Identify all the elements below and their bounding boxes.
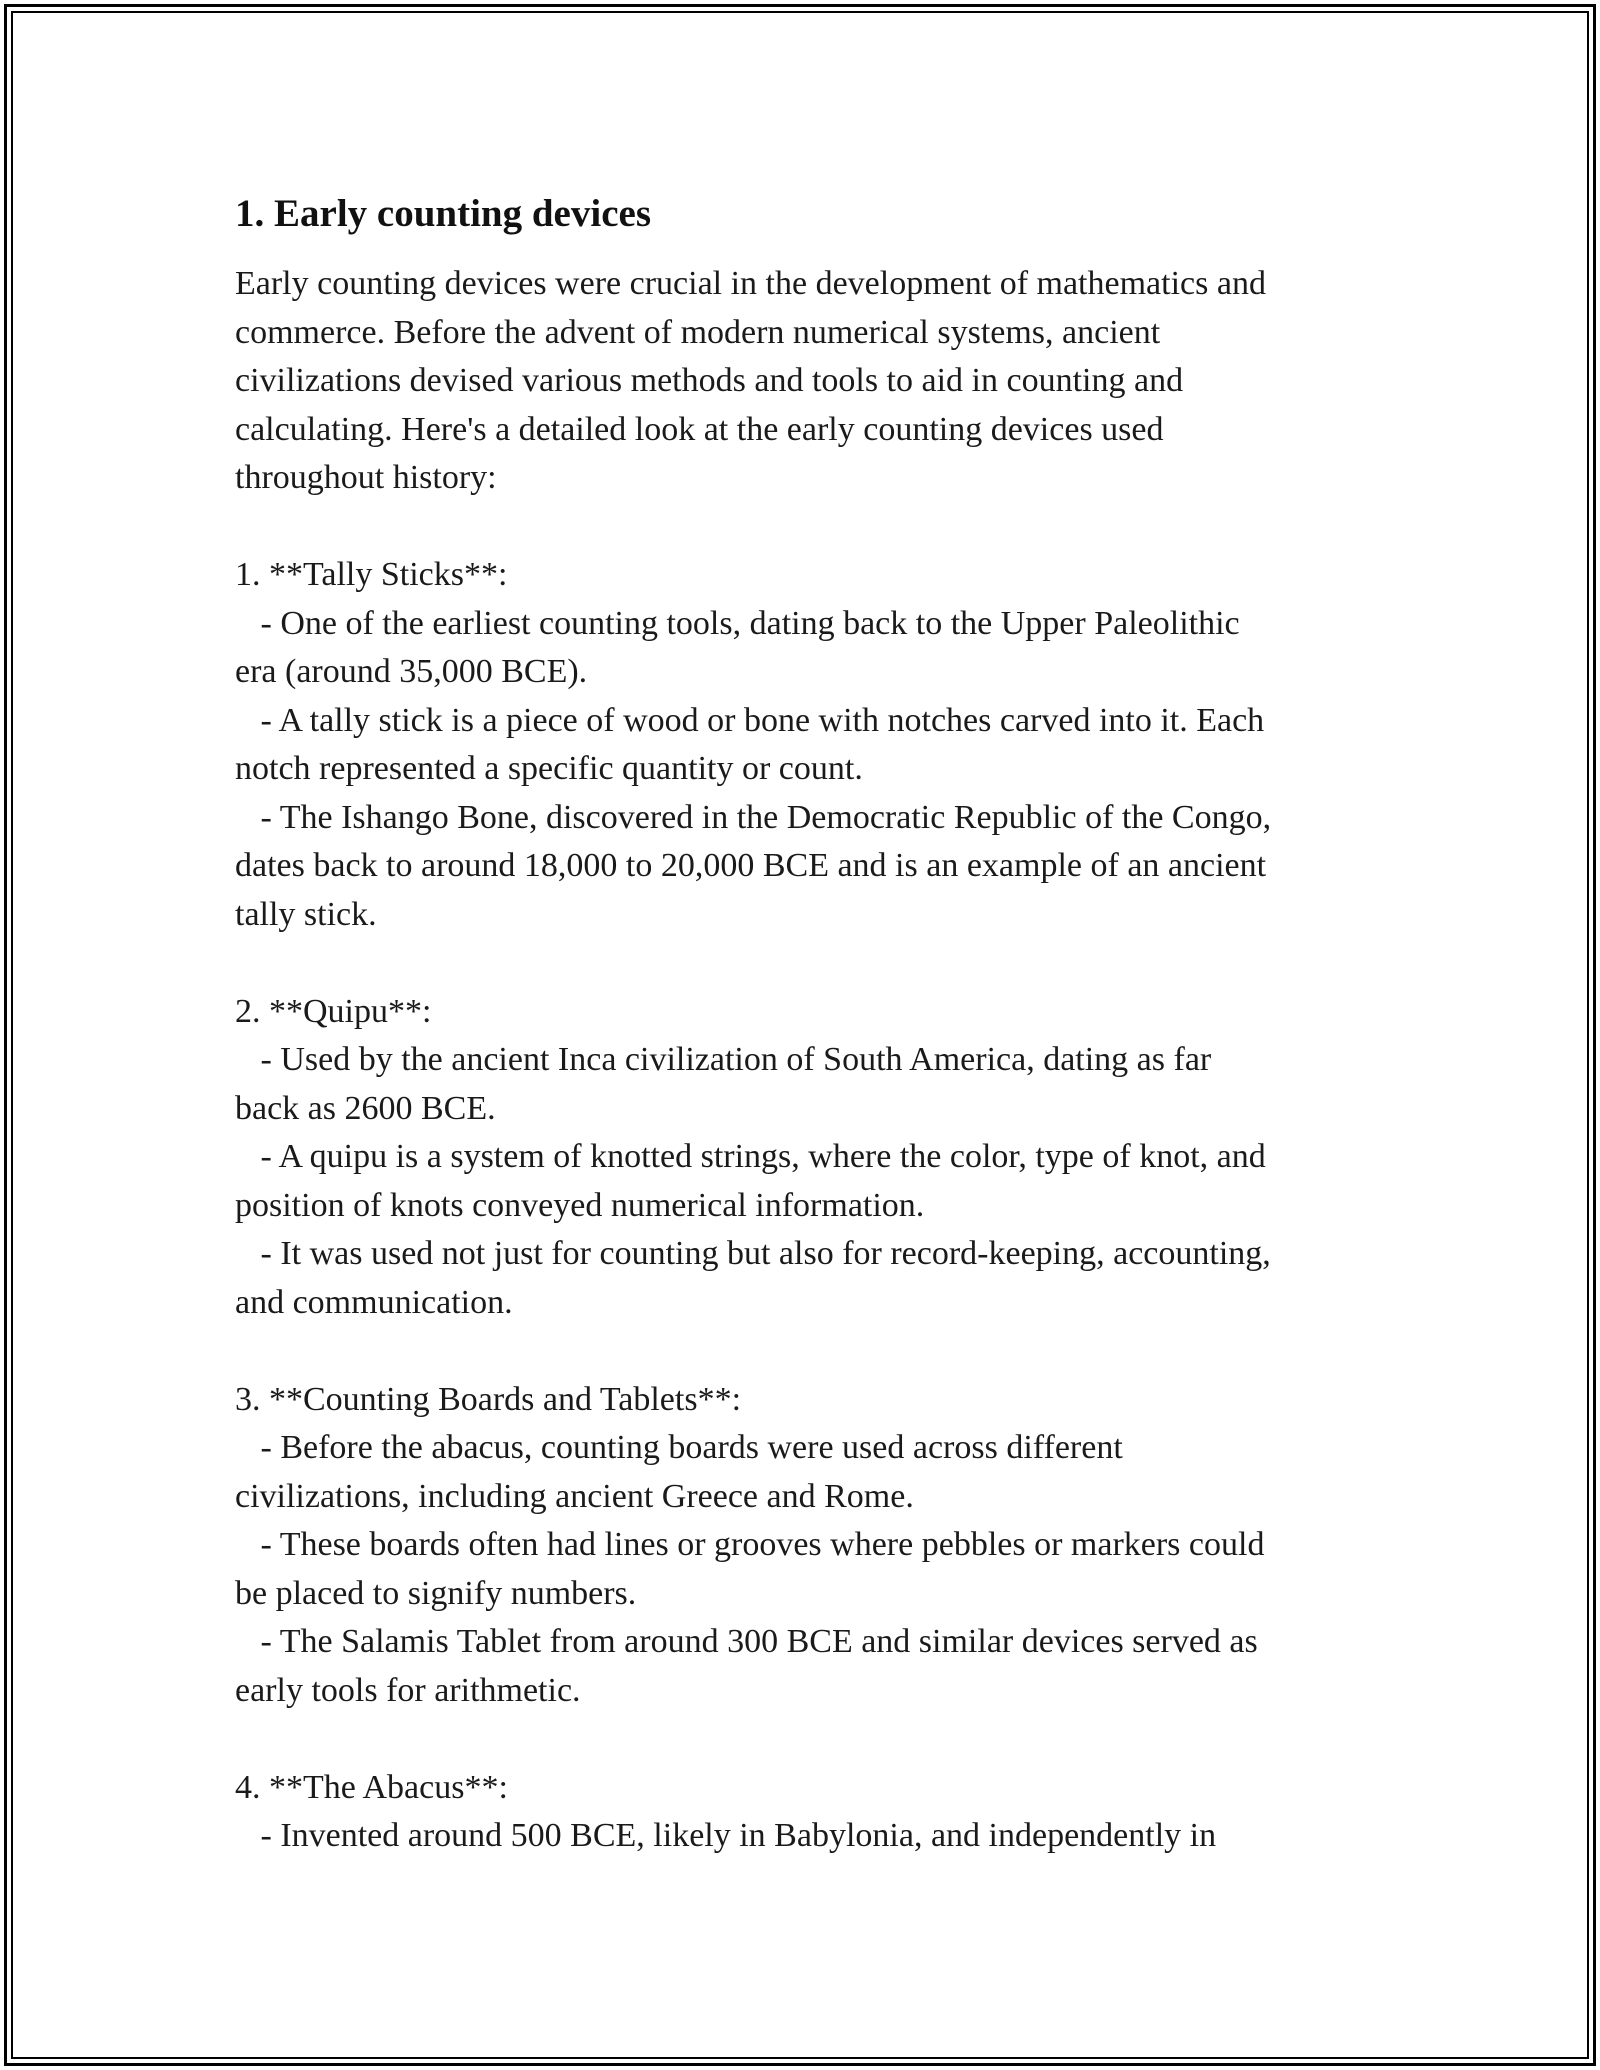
document-content — [235, 188, 1365, 1861]
section-heading: 1. Early counting devices — [235, 192, 651, 235]
body-text: Early counting devices were crucial in the development of mathematics and commerce. Before the advent of modern numerical systems, ancient civilizations devised various methods and tools to aid in counting and calculating. Here's a detailed look at the early counting devices used throughout history: 1. **Tally Sticks**: - One of the earliest counting tools, dating back to the Upper Paleolithic era (around 35,000 BCE). - A tally stick is a piece of wood or bone with notches carved into it. Each notch represented a specific quantity or count. - The Ishango Bone, discovered in the Democratic Republic of the Congo, dates back to around 18,000 to 20,000 BCE and is an example of an ancient tally stick. 2. **Quipu**: - Used by the ancient Inca civilization of South America, dating as far back as 2600 BCE. - A quipu is a system of knotted strings, where the color, type of knot, and position of knots conveyed numerical information. - It was used not just for counting but also for record-keeping, accounting, and communication. 3. **Counting Boards and Tablets**: - Before the abacus, counting boards were used across different civilizations, including ancient Greece and Rome. - These boards often had lines or grooves where pebbles or markers could be placed to signify numbers. - The Salamis Tablet from around 300 BCE and similar devices served as early tools for arithmetic. 4. **The Abacus**: - Invented around 500 BCE, likely in Babylonia, and independently in — [235, 265, 1272, 1854]
